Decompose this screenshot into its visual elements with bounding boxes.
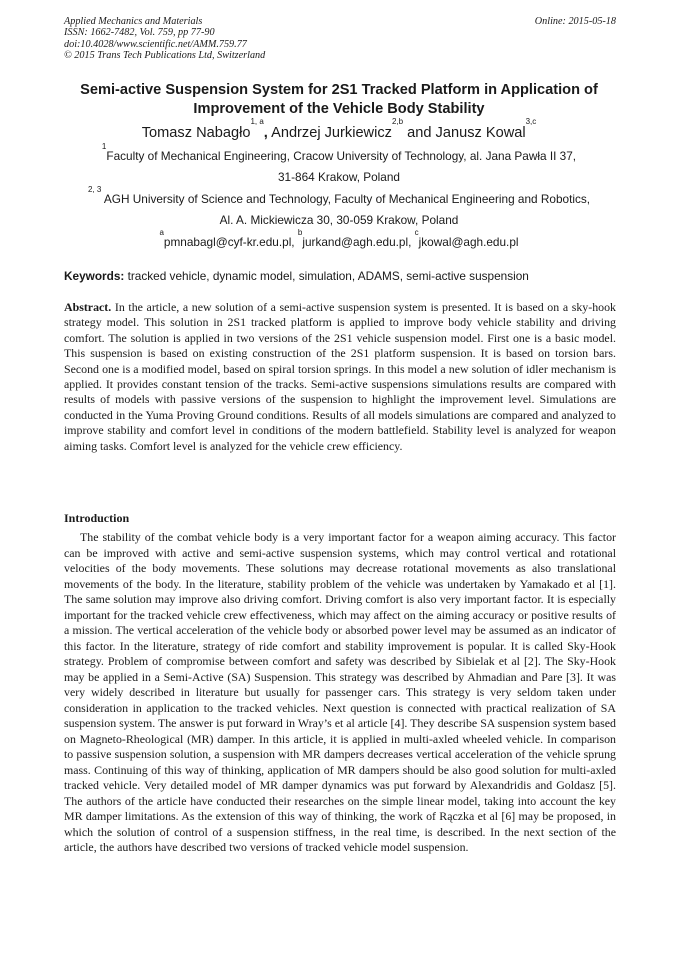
- email-address: jurkand@agh.edu.pl,: [302, 235, 412, 249]
- keywords: [64, 269, 616, 283]
- paper-title: Semi-active Suspension System for 2S1 Tracked Platform in Application of Improvement of the Vehicle Body Stability: [80, 82, 598, 117]
- abstract: [64, 300, 616, 454]
- email-mark: a: [159, 228, 164, 237]
- author-affiliation-mark: 2,b: [391, 117, 404, 126]
- journal-header: [64, 16, 616, 62]
- author-name: Andrzej Jurkiewicz: [271, 125, 392, 141]
- keywords-label: Keywords:: [64, 269, 125, 283]
- affiliation-2-address: Al. A. Mickiewicza 30, 30-059 Krakow, Poland: [219, 213, 459, 227]
- affiliation-mark: 2, 3: [87, 185, 102, 194]
- author-conjunction: and: [407, 125, 432, 141]
- affiliation-1-address: 31-864 Krakow, Poland: [278, 170, 400, 184]
- journal-name: Applied Mechanics and Materials: [64, 16, 203, 27]
- email-list: [40, 228, 638, 249]
- section-heading-introduction: Introduction: [64, 511, 130, 525]
- author-list: [40, 117, 638, 142]
- journal-doi: doi:10.4028/www.scientific.net/AMM.759.77: [64, 38, 247, 50]
- affiliation-line: AGH University of Science and Technology, Faculty of Mechanical Engineering and Robotics,: [103, 192, 591, 206]
- abstract-label: Abstract.: [64, 300, 112, 314]
- affiliation-mark: 1: [101, 142, 107, 151]
- author-name: Janusz Kowal: [435, 125, 526, 141]
- affiliation-1: [40, 142, 638, 163]
- journal-copyright: © 2015 Trans Tech Publications Ltd, Switzerland: [64, 50, 266, 62]
- author-name: Tomasz Nabagło: [141, 125, 251, 141]
- author-separator: ,: [263, 125, 268, 141]
- introduction-body: The stability of the combat vehicle body is a very important factor for a weapon aiming accuracy. This factor can be improved with active and semi-active suspension systems, which may control vertical and rotational velocities of the body movements. These solutions may decrease rotational movements as also translational movements of the body. In the literature, stability problem of the vehicle was undertaken by Yamakado et al [1]. The same solution may improve also driving comfort. Driving comfort is also very important factor. It is especially important for the tracked vehicle crew effectiveness, which may affect on the aiming accuracy or positive results of a mission. The vertical acceleration of the vehicle body or absorbed power level may be assumed as an indicator of this factor. In the literature, strategy of ride comfort and stability improvement is popular. It is called Sky-Hook strategy. Problem of compromise between comfort and safety was described by Sibielak et al [2]. The Sky-Hook may be applied in a Semi-Active (SA) Suspension. This strategy was described by Ahmadian and Pare [3]. It was very widely described in literature but usually for passenger cars. This strategy is very seldom taken under consideration in application to the tracked vehicles. Next question is connected with practical realization of SA suspension system. The answer is put forward in Wray’s et al article [4]. They describe SA suspension system based on Magneto-Rheological (MR) damper. In this article, it is applied in multi-axled wheeled vehicle. In comparison to passive suspension solution, a suspension with MR dampers decreases vertical acceleration of the vehicle sprung mass. Continuing of this way of thinking, application of MR dampers should be also good solution for multi-axled tracked vehicle. Very detailed model of MR damper dynamics was put forward by Alexandridis and Goldasz [5]. The authors of the article have conducted their researches on the simple linear model, taking into account the key MR damper limitations. As the extension of this way of thinking, the work of Rączka et al [6] may be proposed, in which the solution of control of a suspension stiffness, in the real time, is described. In the next section of the article, the authors have described two versions of tracked vehicle model suspension.: [64, 530, 616, 854]
- online-date: Online: 2015-05-18: [534, 16, 616, 27]
- journal-issn: ISSN: 1662-7482, Vol. 759, pp 77-90: [64, 27, 215, 39]
- email-mark: b: [297, 228, 303, 237]
- abstract-text: In the article, a new solution of a semi-active suspension system is presented. It is based on a sky-hook strategy model. This solution in 2S1 tracked platform is applied to improve body vehicle stability and driving comfort. The solution is applied in two versions of the 2S1 vehicle suspension model. First one is a basic model. This suspension is based on existing construction of the 2S1 platform suspension. It is based on torsion bars. Second one is a modified model, based on spiral torsion springs. In this model a new solution of idler mechanism is applied. It provides constant tension of the tracks. Semi-active suspensions simulations results are compared with results of models with passive versions of the suspension to highlight the improvement level. Simulations are conducted in the Yuma Proving Ground conditions. Results of all models simulations are compared and analyzed to improve stability and comfort level in conditions of the modern battlefield. Stability level is analyzed for weapon aiming tasks. Comfort level is analyzed for the vehicle crew efficiency.: [64, 300, 616, 453]
- email-address: jkowal@agh.edu.pl: [418, 235, 519, 249]
- author-affiliation-mark: 1, a: [250, 117, 264, 126]
- affiliation-2: [40, 185, 638, 206]
- keywords-text: tracked vehicle, dynamic model, simulation, ADAMS, semi-active suspension: [127, 269, 529, 283]
- author-affiliation-mark: 3,c: [525, 117, 537, 126]
- affiliation-line: Faculty of Mechanical Engineering, Cracow University of Technology, al. Jana Pawła II 37,: [106, 149, 577, 163]
- email-mark: c: [414, 228, 419, 237]
- email-address: pmnabagl@cyf-kr.edu.pl,: [163, 235, 295, 249]
